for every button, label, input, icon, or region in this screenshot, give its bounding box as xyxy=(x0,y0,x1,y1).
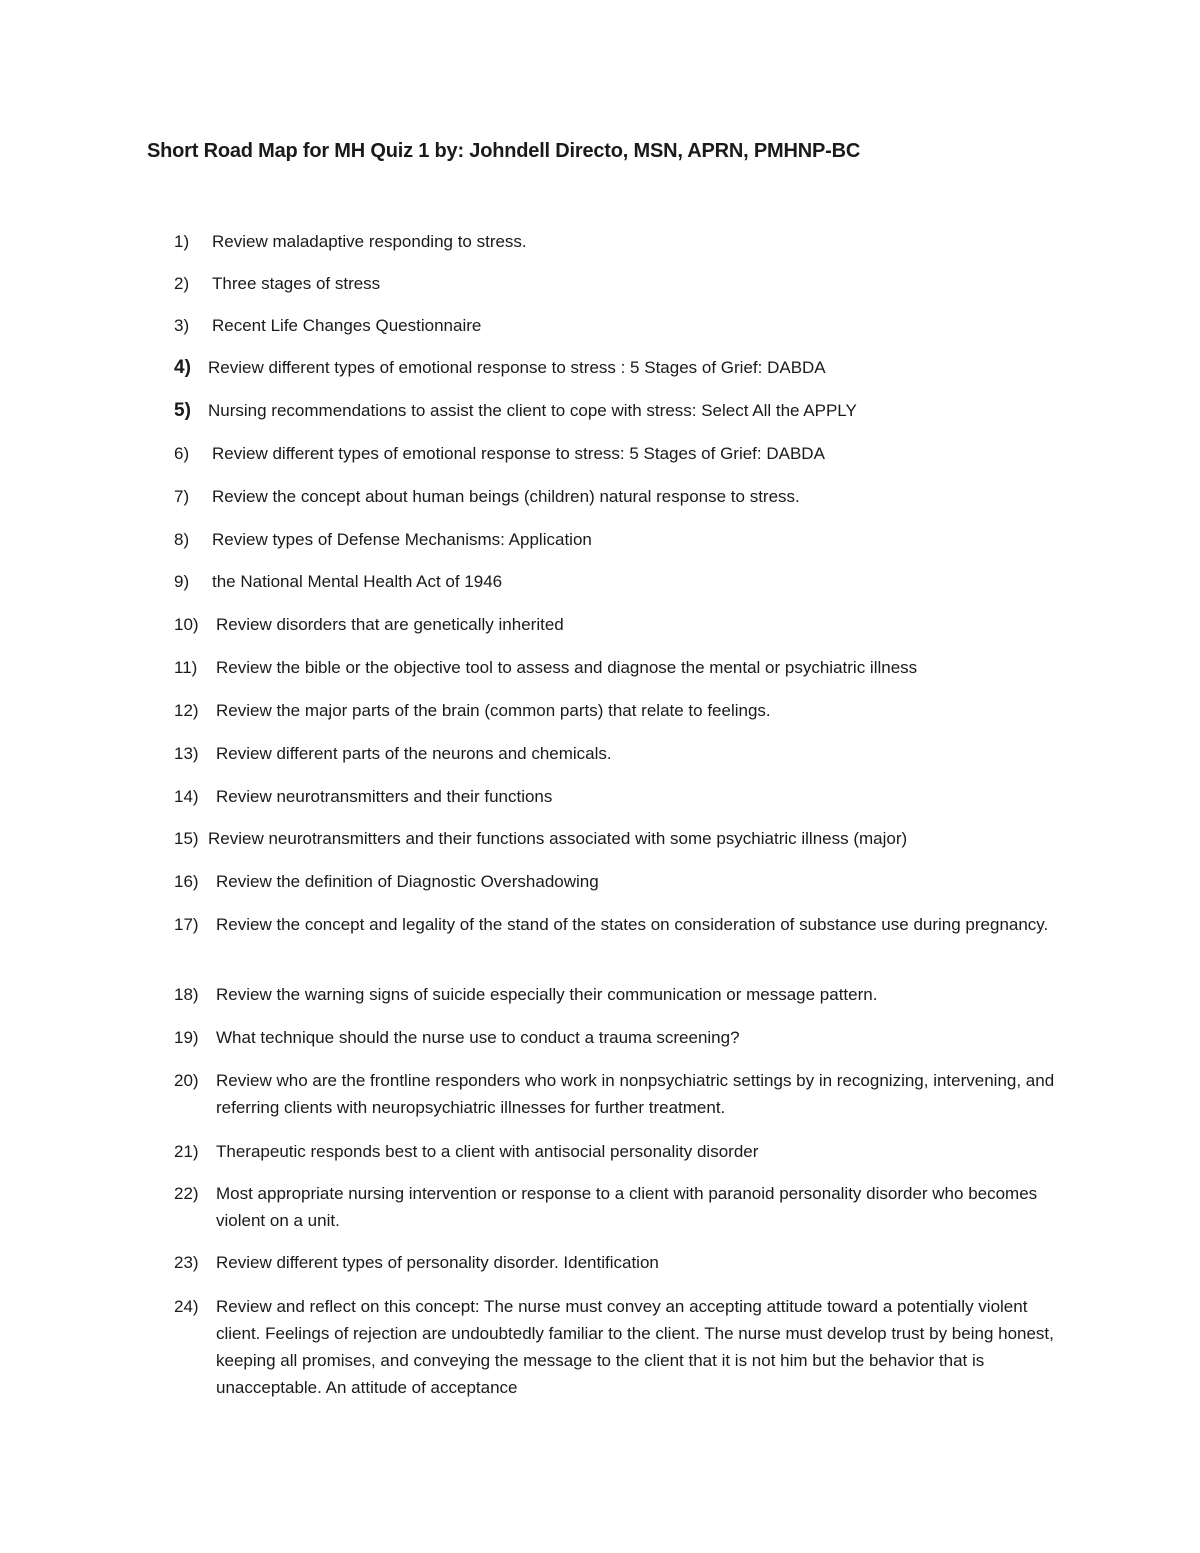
item-text: Review maladaptive responding to stress. xyxy=(212,232,527,251)
item-text: the National Mental Health Act of 1946 xyxy=(212,572,503,591)
item-number: 12) xyxy=(174,701,199,720)
list-item xyxy=(174,1067,1074,1121)
list-item xyxy=(174,354,1074,381)
item-number: 6) xyxy=(174,444,190,463)
item-number: 16) xyxy=(174,872,199,891)
item-number: 21) xyxy=(174,1142,199,1161)
item-number: 17) xyxy=(174,915,199,934)
item-number: 18) xyxy=(174,985,199,1004)
list-item xyxy=(174,868,1074,895)
item-number: 24) xyxy=(174,1297,199,1316)
item-text: Review different parts of the neurons and chemicals. xyxy=(216,744,612,763)
item-text: Review neurotransmitters and their functions associated with some psychiatric illness (major) xyxy=(208,829,908,848)
page-title: Short Road Map for MH Quiz 1 by: Johndell Directo, MSN, APRN, PMHNP-BC xyxy=(147,140,861,162)
item-number: 5) xyxy=(174,400,191,421)
item-text: Review the bible or the objective tool to assess and diagnose the mental or psychiatric illness xyxy=(216,658,918,677)
item-text: Review types of Defense Mechanisms: Application xyxy=(212,530,592,549)
item-number: 10) xyxy=(174,615,199,634)
item-text: Most appropriate nursing intervention or response to a client with paranoid personality disorder who becomes violent on a unit. xyxy=(216,1184,1038,1230)
item-text: Review different types of emotional response to stress : 5 Stages of Grief: DABDA xyxy=(208,358,826,377)
item-text: Review the concept about human beings (children) natural response to stress. xyxy=(212,487,800,506)
item-text: Review disorders that are genetically inherited xyxy=(216,615,564,634)
list-item xyxy=(174,440,1074,467)
list-item xyxy=(174,911,1074,938)
item-number: 4) xyxy=(174,357,191,378)
list-item xyxy=(174,270,1074,297)
item-number: 19) xyxy=(174,1028,199,1047)
list-item xyxy=(174,654,1074,681)
item-text: Review and reflect on this concept: The nurse must convey an accepting attitude toward a potentially violent client. Feelings of rejection are undoubtedly familiar to the client. The nurse must develop trust by being honest, keeping all promises, and conveying the message to the client that it is not him but the behavior that is unacceptable. An attitude of acceptance xyxy=(216,1297,1054,1397)
item-text: Nursing recommendations to assist the client to cope with stress: Select All the APPLY xyxy=(208,401,857,420)
list-item xyxy=(174,228,1074,255)
list-item xyxy=(174,697,1074,724)
item-number: 14) xyxy=(174,787,199,806)
list-item xyxy=(174,483,1074,510)
item-text: Review who are the frontline responders who work in nonpsychiatric settings by in recognizing, intervening, and referring clients with neuropsychiatric illnesses for further treatment. xyxy=(216,1071,1055,1117)
list-item xyxy=(174,1024,1074,1051)
item-text: Therapeutic responds best to a client with antisocial personality disorder xyxy=(216,1142,759,1161)
list-item xyxy=(174,1138,1074,1165)
list-item xyxy=(174,526,1074,553)
item-text: Recent Life Changes Questionnaire xyxy=(212,316,482,335)
list-item xyxy=(174,981,1074,1008)
list-item xyxy=(174,740,1074,767)
item-text: Review the major parts of the brain (common parts) that relate to feelings. xyxy=(216,701,771,720)
list-item xyxy=(174,568,1074,595)
item-number: 8) xyxy=(174,530,190,549)
item-number: 15) xyxy=(174,829,199,848)
list-item xyxy=(174,783,1074,810)
item-text: Review neurotransmitters and their functions xyxy=(216,787,553,806)
item-number: 2) xyxy=(174,274,190,293)
item-number: 11) xyxy=(174,658,198,677)
item-number: 22) xyxy=(174,1184,199,1203)
item-number: 3) xyxy=(174,316,190,335)
item-text: Review different types of personality disorder. Identification xyxy=(216,1253,659,1272)
item-number: 20) xyxy=(174,1071,199,1090)
list-item xyxy=(174,1180,1074,1234)
list-item xyxy=(174,1249,1074,1276)
list-item xyxy=(174,397,1074,424)
item-text: Review the concept and legality of the stand of the states on consideration of substance use during pregnancy. xyxy=(216,915,1049,934)
item-text: Review the definition of Diagnostic Overshadowing xyxy=(216,872,599,891)
item-text: What technique should the nurse use to conduct a trauma screening? xyxy=(216,1028,740,1047)
item-number: 9) xyxy=(174,572,190,591)
list-item xyxy=(174,611,1074,638)
item-number: 13) xyxy=(174,744,199,763)
list-item xyxy=(174,825,1074,852)
list-item xyxy=(174,1293,1074,1401)
item-text: Review the warning signs of suicide especially their communication or message pattern. xyxy=(216,985,878,1004)
item-number: 7) xyxy=(174,487,190,506)
item-number: 23) xyxy=(174,1253,199,1272)
item-text: Three stages of stress xyxy=(212,274,381,293)
list-item xyxy=(174,312,1074,339)
item-text: Review different types of emotional response to stress: 5 Stages of Grief: DABDA xyxy=(212,444,825,463)
item-number: 1) xyxy=(174,232,190,251)
